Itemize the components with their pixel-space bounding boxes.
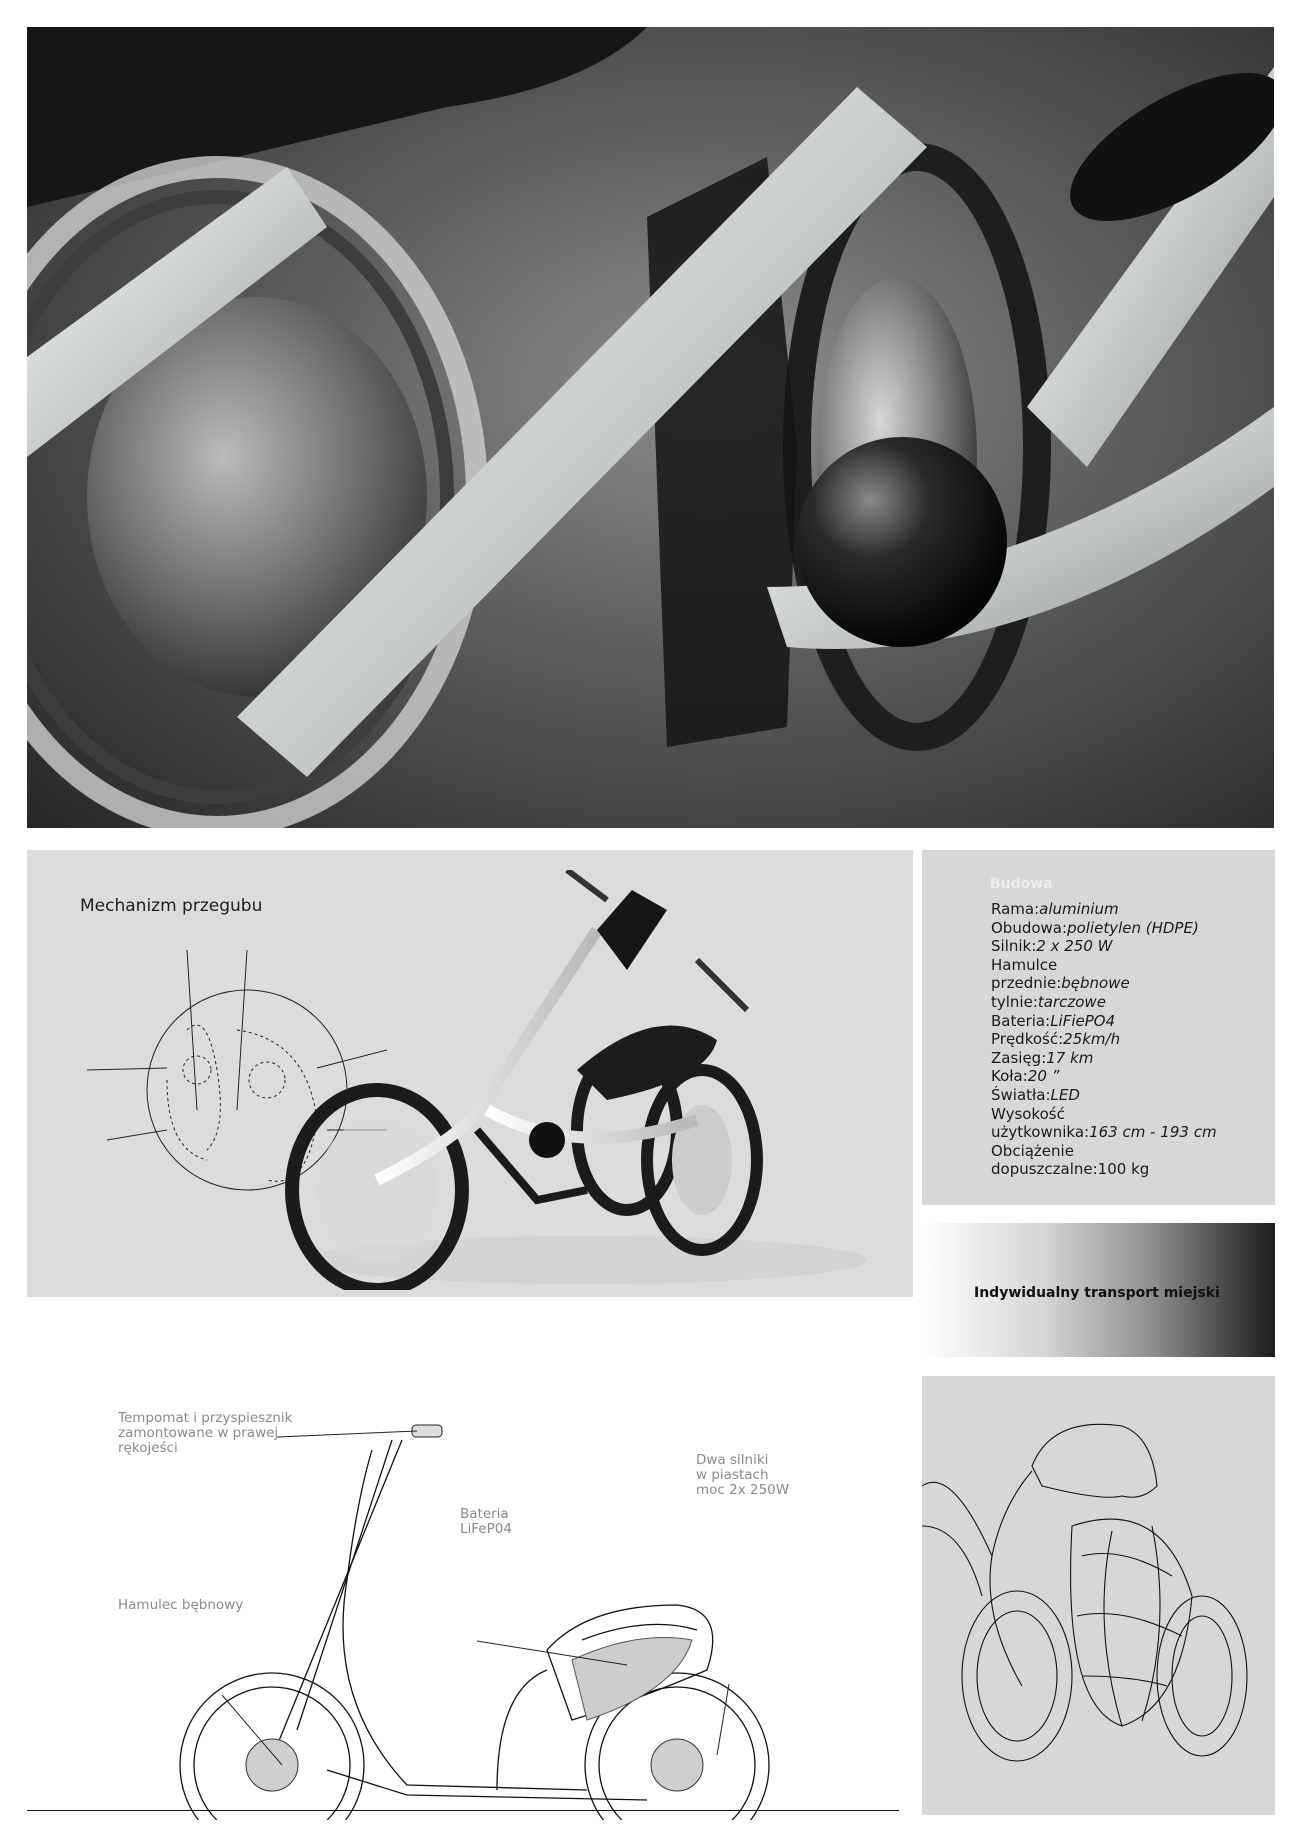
spec-value: bębnowe [1061, 974, 1130, 993]
annotation-battery: Bateria LiFeP04 [460, 1506, 512, 1537]
spec-value: 17 km [1046, 1048, 1094, 1067]
spec-item [991, 1142, 1217, 1161]
spec-label: Hamulce [991, 955, 1058, 974]
spec-item [991, 1030, 1217, 1049]
spec-label: użytkownika: [991, 1123, 1090, 1142]
mechanism-panel [27, 850, 913, 1297]
spec-label: Zasięg: [991, 1048, 1047, 1067]
spec-list [991, 900, 1217, 1179]
spec-value: aluminium [1039, 900, 1119, 918]
spec-label: Silnik: [991, 937, 1037, 956]
spec-value: 163 cm - 193 cm [1089, 1123, 1217, 1142]
tagline-banner [922, 1223, 1275, 1357]
spec-label: Rama: [991, 900, 1040, 918]
spec-value: 25km/h [1063, 1030, 1121, 1049]
spec-label: Obciążenie [991, 1141, 1074, 1160]
rear-view-sketch [922, 1376, 1275, 1815]
tagline-text: Indywidualny transport miejski [974, 1285, 1220, 1301]
spec-item [991, 919, 1217, 938]
side-view-sketch-panel [27, 1400, 907, 1820]
spec-value: 2 x 250 W [1036, 937, 1113, 956]
specs-panel [922, 850, 1275, 1205]
tricycle-render [277, 870, 897, 1290]
spec-item [991, 974, 1217, 993]
spec-label: Bateria: [991, 1011, 1051, 1030]
spec-label: Koła: [991, 1067, 1028, 1086]
spec-item [991, 1067, 1217, 1086]
spec-item [991, 1086, 1217, 1105]
spec-label: przednie: [991, 974, 1062, 993]
spec-value: LiFiePO4 [1050, 1011, 1116, 1030]
spec-value: 20 ” [1027, 1067, 1060, 1086]
spec-label: Wysokość [991, 1104, 1065, 1123]
spec-item [991, 956, 1217, 975]
spec-item [991, 1105, 1217, 1124]
hinge-closeup-render [27, 27, 1274, 828]
spec-value: LED [1050, 1085, 1080, 1104]
spec-item [991, 993, 1217, 1012]
spec-value: tarczowe [1037, 992, 1106, 1011]
spec-label: dopuszczalne:100 kg [991, 1160, 1150, 1179]
spec-value: polietylen (HDPE) [1067, 918, 1199, 937]
spec-item [991, 1160, 1217, 1179]
spec-item [991, 900, 1217, 919]
spec-label: Prędkość: [991, 1030, 1064, 1049]
spec-item [991, 1012, 1217, 1031]
spec-item [991, 1049, 1217, 1068]
spec-item [991, 937, 1217, 956]
rear-view-sketch-panel [922, 1376, 1275, 1815]
ground-line [27, 1810, 899, 1811]
spec-label: tylnie: [991, 992, 1038, 1011]
spec-label: Światła: [991, 1085, 1051, 1104]
annotation-brake: Hamulec bębnowy [118, 1597, 244, 1613]
specs-heading: Budowa [990, 876, 1053, 892]
spec-item [991, 1123, 1217, 1142]
spec-label: Obudowa: [991, 918, 1068, 937]
hero-render-closeup [27, 27, 1274, 828]
mechanism-title: Mechanizm przegubu [80, 896, 263, 916]
annotation-cruise-control: Tempomat i przyspiesznik zamontowane w prawej rękojeści [118, 1410, 293, 1456]
annotation-motors: Dwa silniki w piastach moc 2x 250W [696, 1452, 790, 1498]
